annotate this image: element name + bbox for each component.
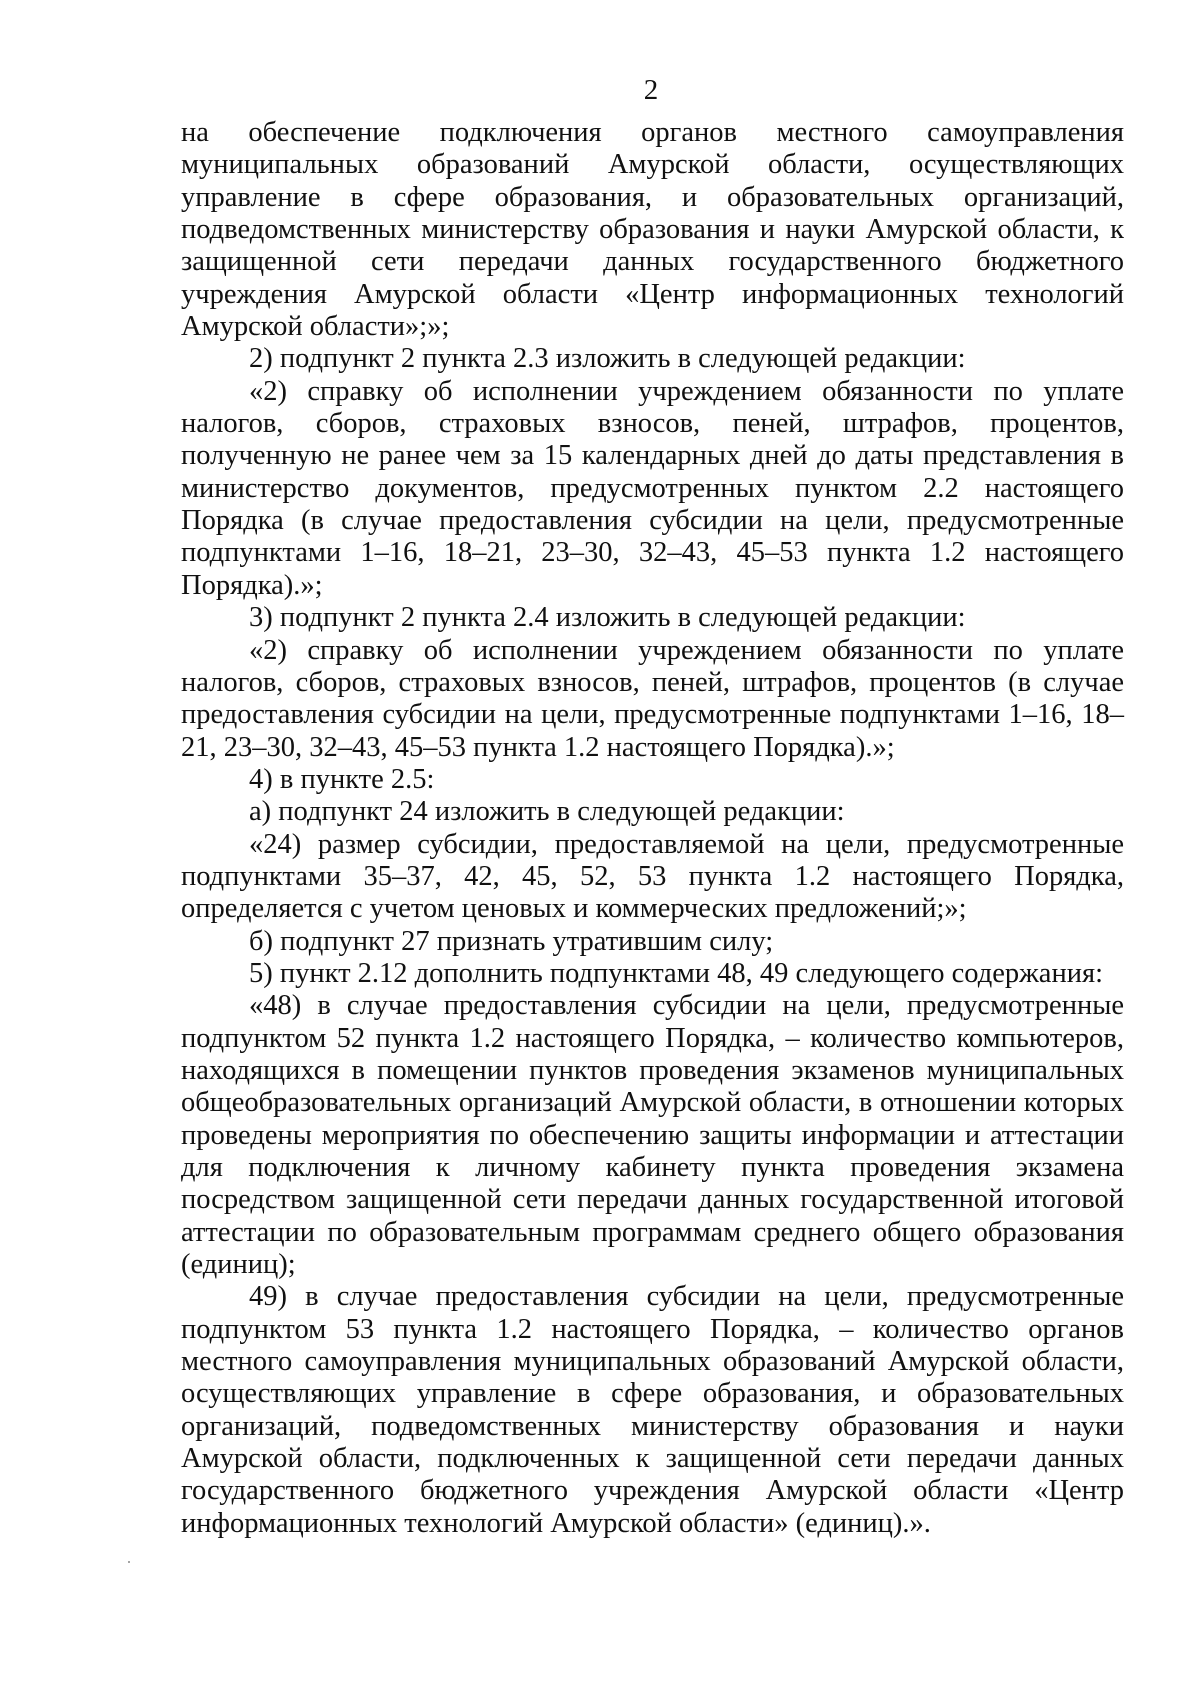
paragraph-quote-49: 49) в случае предоставления субсидии на цели, предусмотренные подпунктом 53 пункта 1.2 настоящего Порядка, – количество органов местного самоуправления муниципальных образований Амурской области, осуществляющих управление в сфере образования, и образовательных организаций, подведомственных министерству образования и науки Амурской области, подключенных к защищенной сети передачи данных государственного бюджетного учреждения Амурской области «Центр информационных технологий Амурской области» (единиц).». bbox=[181, 1281, 1124, 1539]
paragraph-quote-2-3: «2) справку об исполнении учреждением обязанности по уплате налогов, сборов, страховых взносов, пеней, штрафов, процентов, полученную не ранее чем за 15 календарных дней до даты представления в министерство документов, предусмотренных пунктом 2.2 настоящего Порядка (в случае предоставления субсидии на цели, предусмотренные подпунктами 1–16, 18–21, 23–30, 32–43, 45–53 пункта 1.2 настоящего Порядка).»; bbox=[181, 375, 1124, 601]
paragraph-quote-48: «48) в случае предоставления субсидии на цели, предусмотренные подпунктом 52 пункта 1.2 настоящего Порядка, – количество компьютеров, находящихся в помещении пунктов проведения экзаменов муниципальных общеобразовательных организаций Амурской области, в отношении которых проведены мероприятия по обеспечению защиты информации и аттестации для подключения к личному кабинету пункта проведения экзамена посредством защищенной сети передачи данных государственной итоговой аттестации по образовательным программам среднего общего образования (единиц); bbox=[181, 990, 1124, 1281]
paragraph-item-5: 5) пункт 2.12 дополнить подпунктами 48, 49 следующего содержания: bbox=[249, 957, 1103, 989]
page-number: 2 bbox=[643, 74, 659, 106]
paragraph-item-4: 4) в пункте 2.5: bbox=[249, 763, 435, 795]
paragraph-quote-24: «24) размер субсидии, предоставляемой на цели, предусмотренные подпунктами 35–37, 42, 45, 52, 53 пункта 1.2 настоящего Порядка, определяется с учетом ценовых и коммерческих предложений;»; bbox=[181, 828, 1124, 925]
scan-speck bbox=[128, 1561, 130, 1563]
paragraph-quote-2-4: «2) справку об исполнении учреждением обязанности по уплате налогов, сборов, страховых взносов, пеней, штрафов, процентов (в случае предоставления субсидии на цели, предусмотренные подпунктами 1–16, 18–21, 23–30, 32–43, 45–53 пункта 1.2 настоящего Порядка).»; bbox=[181, 634, 1124, 763]
paragraph-item-4a: а) подпункт 24 изложить в следующей редакции: bbox=[249, 796, 845, 828]
paragraph-continuation: на обеспечение подключения органов местного самоуправления муниципальных образований Амурской области, осуществляющих управление в сфере образования, и образовательных организаций, подведомственных министерству образования и науки Амурской области, к защищенной сети передачи данных государственного бюджетного учреждения Амурской области «Центр информационных технологий Амурской области»;»; bbox=[181, 117, 1124, 343]
document-body bbox=[181, 117, 1124, 1540]
paragraph-item-3: 3) подпункт 2 пункта 2.4 изложить в следующей редакции: bbox=[249, 602, 966, 634]
paragraph-item-4b: б) подпункт 27 признать утратившим силу; bbox=[249, 925, 774, 957]
paragraph-item-2: 2) подпункт 2 пункта 2.3 изложить в следующей редакции: bbox=[249, 343, 966, 375]
